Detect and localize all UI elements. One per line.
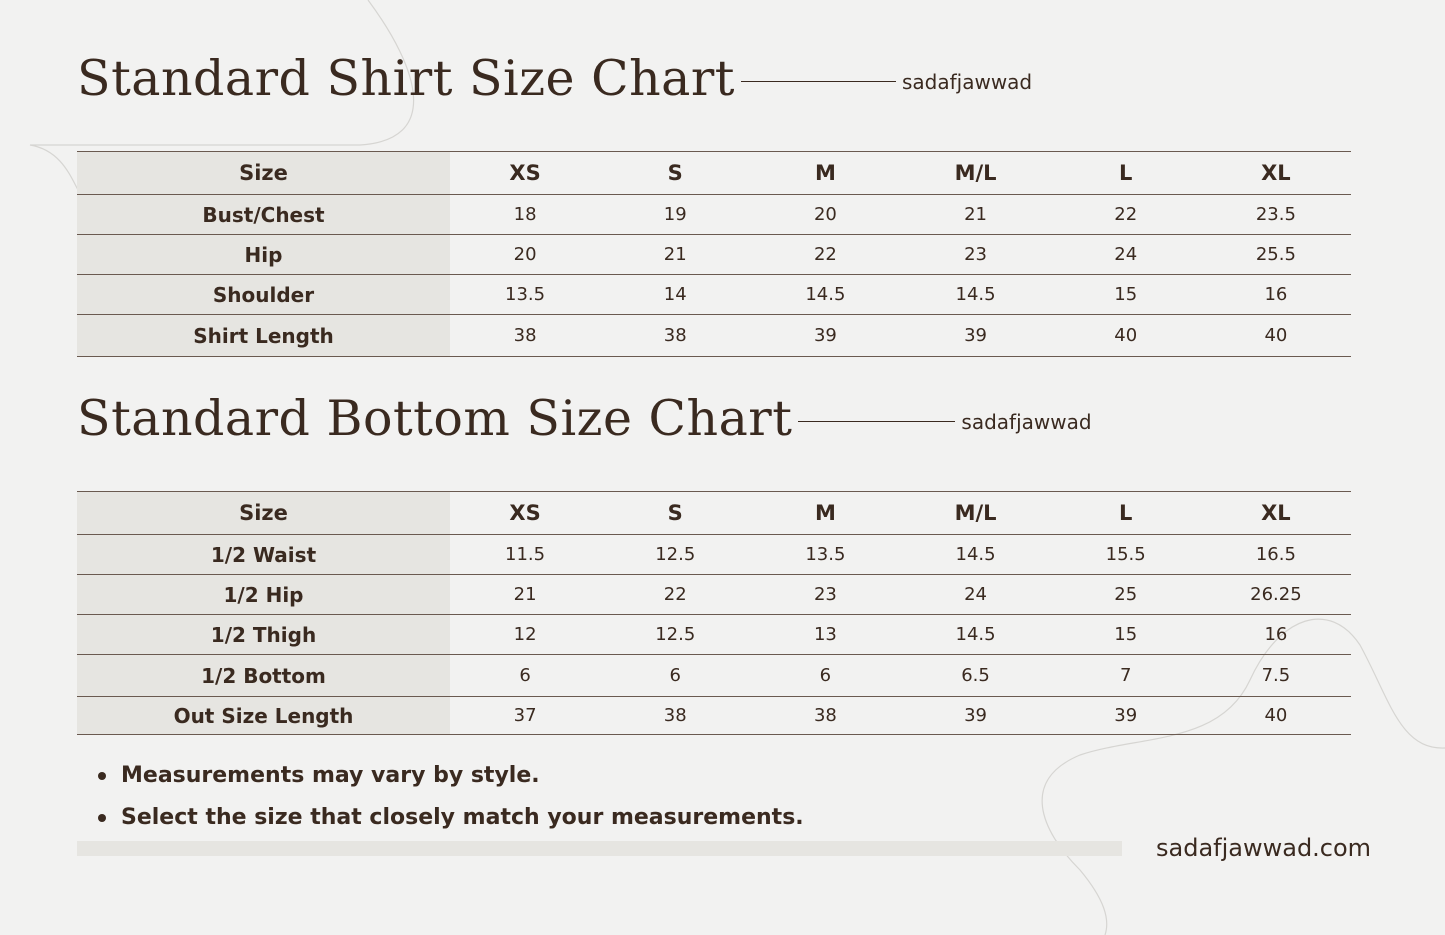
heading-divider bbox=[741, 81, 896, 82]
bullet-icon bbox=[98, 814, 106, 822]
table-cell: 22 bbox=[600, 575, 750, 615]
table-cell: 14.5 bbox=[900, 535, 1050, 575]
table-cell: 15.5 bbox=[1051, 535, 1201, 575]
size-column-header: S bbox=[600, 152, 750, 195]
table-cell: 25.5 bbox=[1201, 235, 1351, 275]
table-cell: 13.5 bbox=[750, 535, 900, 575]
table-row bbox=[77, 655, 1351, 697]
table-cell: 25 bbox=[1051, 575, 1201, 615]
size-column-header: M/L bbox=[900, 492, 1050, 535]
table-cell: 15 bbox=[1051, 275, 1201, 315]
table-cell: 14.5 bbox=[900, 275, 1050, 315]
table-cell: 14 bbox=[600, 275, 750, 315]
row-label: Shoulder bbox=[77, 275, 450, 315]
table-cell: 24 bbox=[1051, 235, 1201, 275]
note-item bbox=[97, 755, 804, 797]
size-column-header: XL bbox=[1201, 152, 1351, 195]
table-header-row bbox=[77, 152, 1351, 195]
size-header: Size bbox=[77, 152, 450, 195]
table-row bbox=[77, 615, 1351, 655]
row-label: Out Size Length bbox=[77, 697, 450, 735]
table-cell: 23.5 bbox=[1201, 195, 1351, 235]
website-link[interactable]: sadafjawwad.com bbox=[1156, 834, 1372, 862]
bullet-icon bbox=[98, 772, 106, 780]
brand-label: sadafjawwad bbox=[901, 69, 1033, 94]
size-column-header: XS bbox=[450, 492, 600, 535]
table-cell: 23 bbox=[900, 235, 1050, 275]
size-column-header: L bbox=[1051, 492, 1201, 535]
size-column-header: M/L bbox=[900, 152, 1050, 195]
bottom-chart-heading bbox=[77, 390, 1092, 447]
table-cell: 37 bbox=[450, 697, 600, 735]
table-cell: 39 bbox=[750, 315, 900, 357]
table-cell: 16 bbox=[1201, 615, 1351, 655]
table-cell: 40 bbox=[1201, 697, 1351, 735]
size-column-header: L bbox=[1051, 152, 1201, 195]
table-cell: 38 bbox=[600, 315, 750, 357]
table-cell: 12 bbox=[450, 615, 600, 655]
table-cell: 21 bbox=[600, 235, 750, 275]
heading-divider bbox=[798, 421, 955, 422]
size-column-header: S bbox=[600, 492, 750, 535]
table-cell: 13 bbox=[750, 615, 900, 655]
table-row bbox=[77, 535, 1351, 575]
row-label: Shirt Length bbox=[77, 315, 450, 357]
table-cell: 18 bbox=[450, 195, 600, 235]
table-cell: 26.25 bbox=[1201, 575, 1351, 615]
size-column-header: XS bbox=[450, 152, 600, 195]
shirt-chart-title: Standard Shirt Size Chart bbox=[77, 50, 735, 107]
table-cell: 16 bbox=[1201, 275, 1351, 315]
table-row bbox=[77, 697, 1351, 735]
bottom-chart-title: Standard Bottom Size Chart bbox=[77, 390, 793, 447]
table-row bbox=[77, 275, 1351, 315]
table-cell: 24 bbox=[900, 575, 1050, 615]
brand-label: sadafjawwad bbox=[961, 409, 1092, 434]
table-cell: 20 bbox=[750, 195, 900, 235]
table-cell: 21 bbox=[450, 575, 600, 615]
table-cell: 22 bbox=[750, 235, 900, 275]
table-cell: 7.5 bbox=[1201, 655, 1351, 697]
note-text: Measurements may vary by style. bbox=[121, 763, 540, 788]
note-text: Select the size that closely match your measurements. bbox=[121, 805, 804, 830]
table-cell: 40 bbox=[1201, 315, 1351, 357]
shirt-chart-heading bbox=[77, 50, 1032, 107]
table-cell: 12.5 bbox=[600, 615, 750, 655]
shirt-size-table bbox=[77, 151, 1351, 357]
table-cell: 14.5 bbox=[750, 275, 900, 315]
table-cell: 39 bbox=[900, 697, 1050, 735]
table-row bbox=[77, 315, 1351, 357]
table-cell: 6 bbox=[450, 655, 600, 697]
table-cell: 21 bbox=[900, 195, 1050, 235]
table-row bbox=[77, 235, 1351, 275]
table-cell: 38 bbox=[750, 697, 900, 735]
table-cell: 38 bbox=[450, 315, 600, 357]
table-cell: 22 bbox=[1051, 195, 1201, 235]
notes-list bbox=[97, 755, 804, 839]
table-cell: 16.5 bbox=[1201, 535, 1351, 575]
row-label: Bust/Chest bbox=[77, 195, 450, 235]
row-label: 1/2 Hip bbox=[77, 575, 450, 615]
row-label: 1/2 Bottom bbox=[77, 655, 450, 697]
row-label: 1/2 Thigh bbox=[77, 615, 450, 655]
table-cell: 6.5 bbox=[900, 655, 1050, 697]
table-cell: 14.5 bbox=[900, 615, 1050, 655]
note-item bbox=[97, 797, 804, 839]
table-cell: 6 bbox=[750, 655, 900, 697]
table-cell: 39 bbox=[1051, 697, 1201, 735]
table-cell: 40 bbox=[1051, 315, 1201, 357]
table-cell: 23 bbox=[750, 575, 900, 615]
size-column-header: XL bbox=[1201, 492, 1351, 535]
size-header: Size bbox=[77, 492, 450, 535]
bottom-size-table bbox=[77, 491, 1351, 735]
table-cell: 12.5 bbox=[600, 535, 750, 575]
table-cell: 39 bbox=[900, 315, 1050, 357]
table-cell: 11.5 bbox=[450, 535, 600, 575]
table-row bbox=[77, 195, 1351, 235]
table-cell: 19 bbox=[600, 195, 750, 235]
footer-bar bbox=[77, 841, 1122, 856]
size-column-header: M bbox=[750, 492, 900, 535]
table-row bbox=[77, 575, 1351, 615]
table-cell: 15 bbox=[1051, 615, 1201, 655]
table-cell: 6 bbox=[600, 655, 750, 697]
table-header-row bbox=[77, 492, 1351, 535]
size-column-header: M bbox=[750, 152, 900, 195]
table-cell: 20 bbox=[450, 235, 600, 275]
table-cell: 7 bbox=[1051, 655, 1201, 697]
row-label: Hip bbox=[77, 235, 450, 275]
row-label: 1/2 Waist bbox=[77, 535, 450, 575]
table-cell: 13.5 bbox=[450, 275, 600, 315]
table-cell: 38 bbox=[600, 697, 750, 735]
